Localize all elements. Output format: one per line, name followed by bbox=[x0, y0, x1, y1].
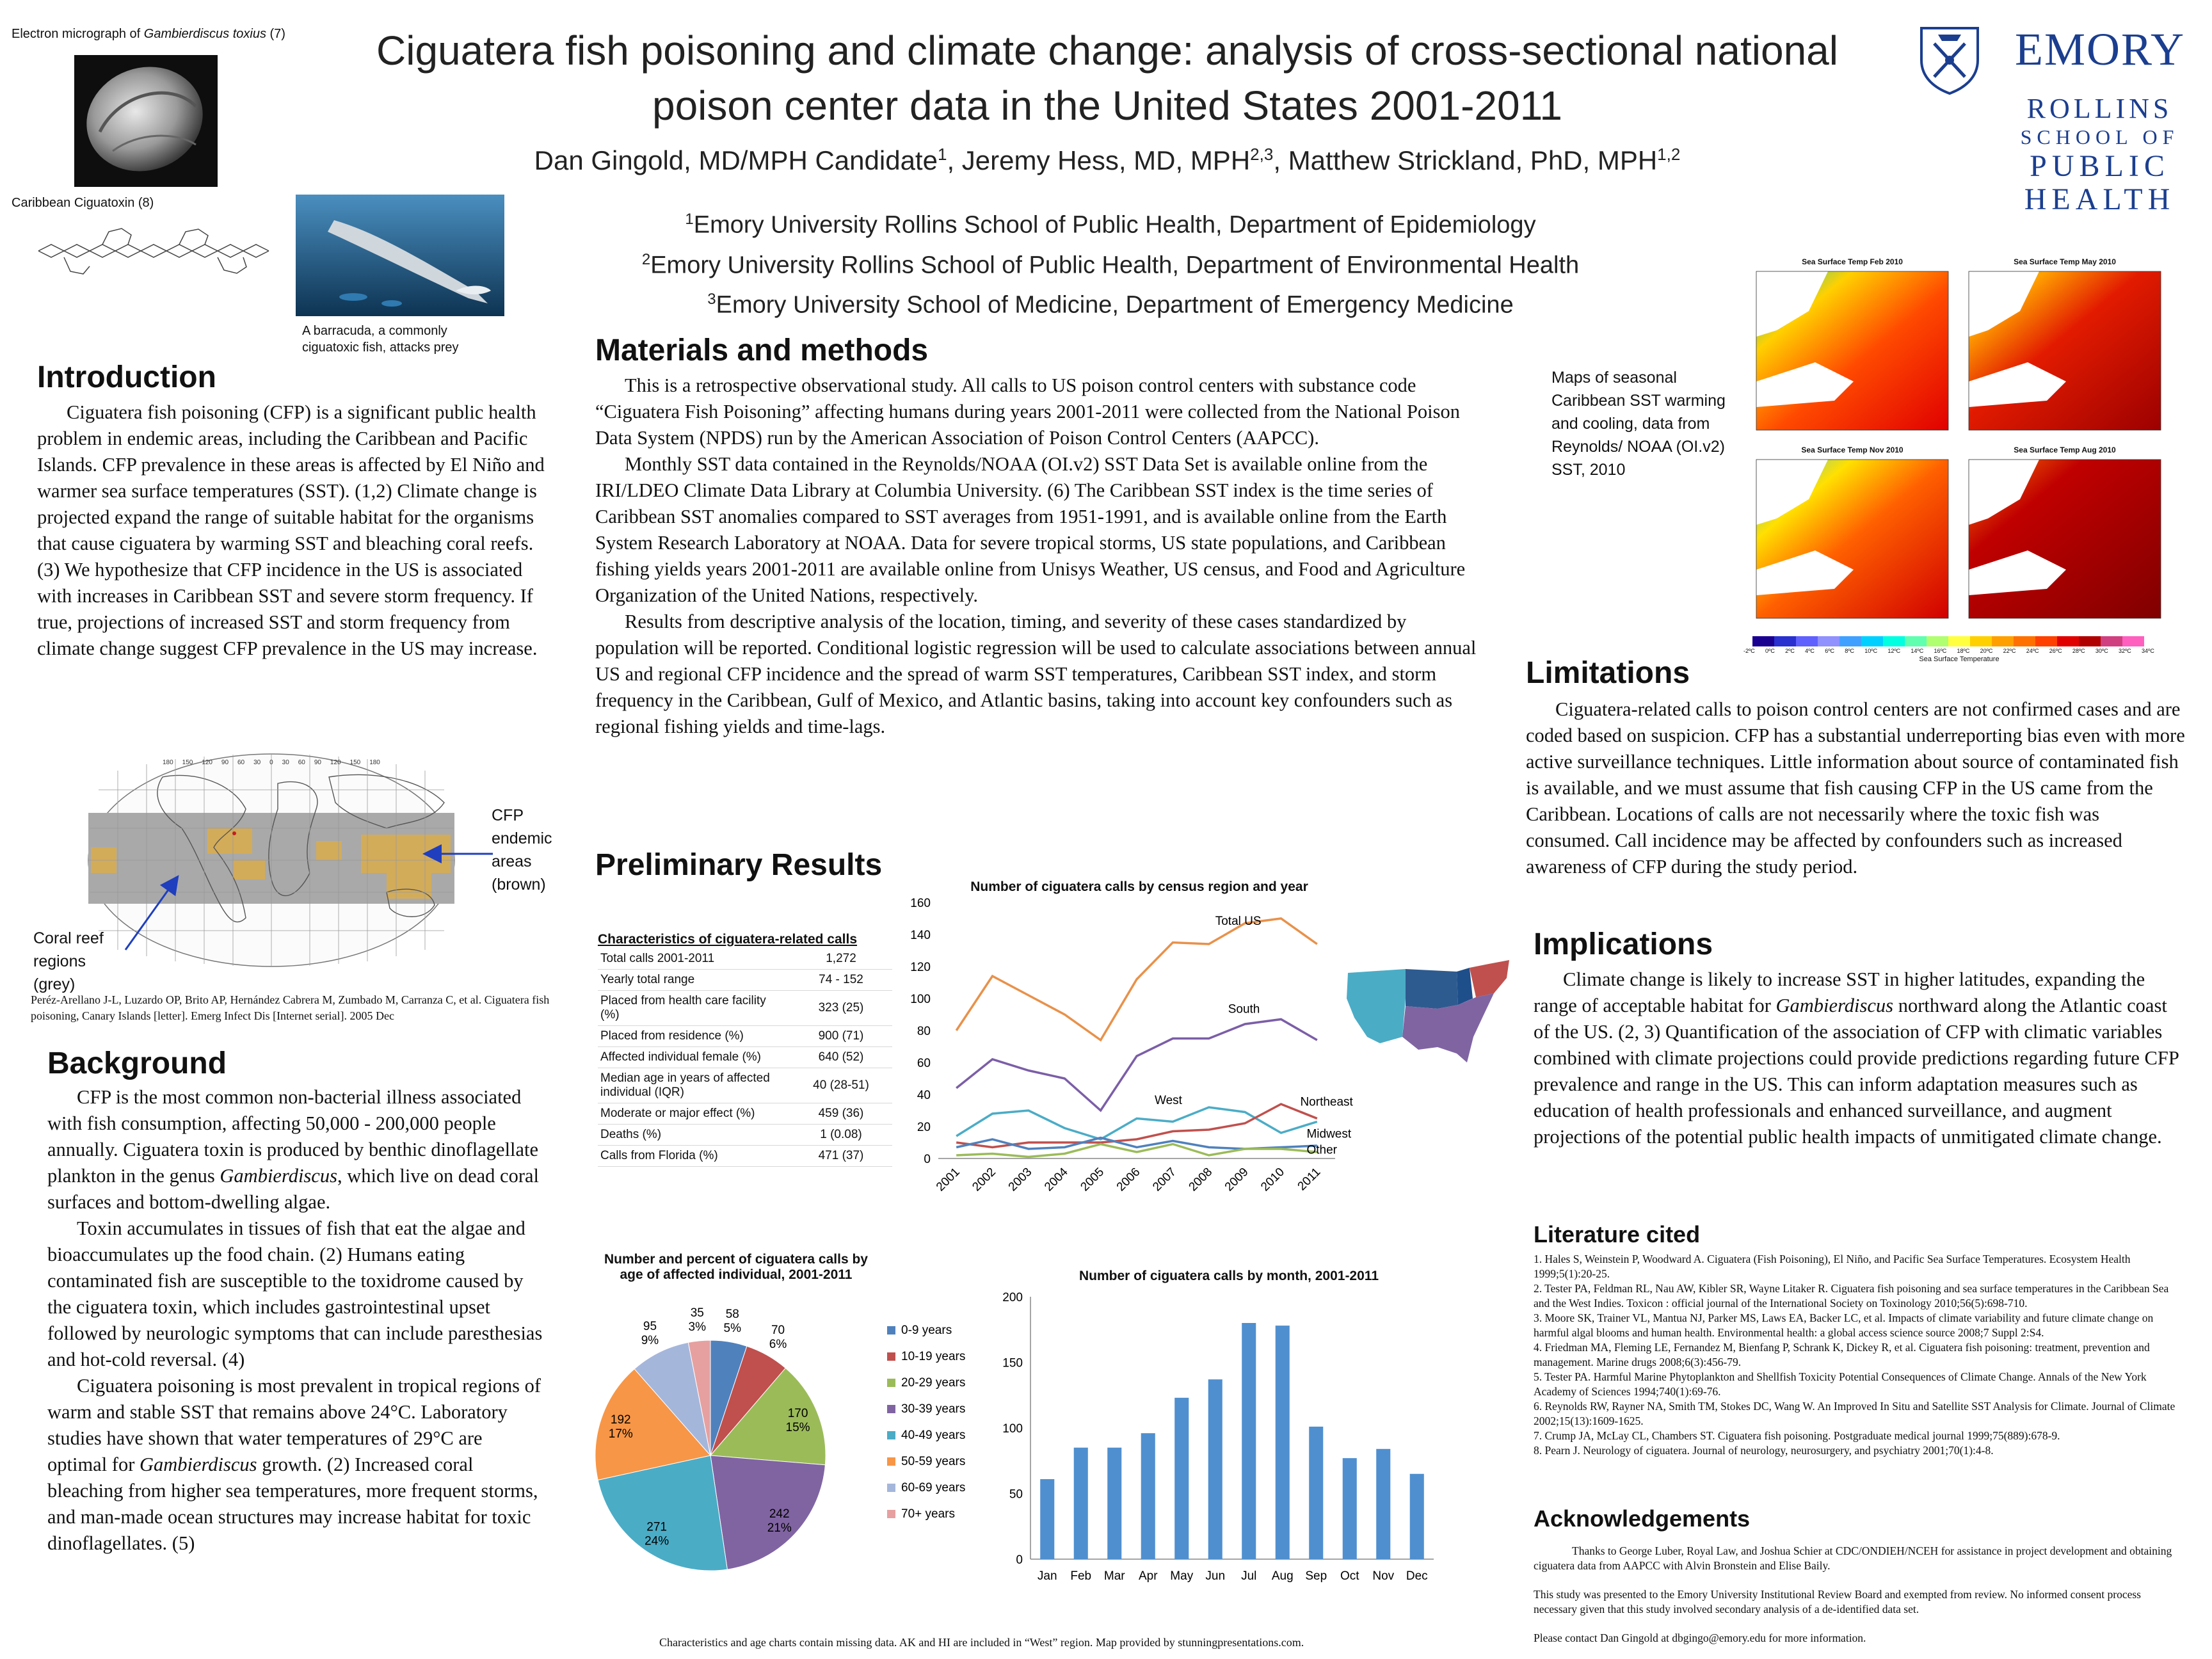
bar bbox=[1074, 1448, 1088, 1559]
author-1-sup: 1 bbox=[937, 145, 947, 164]
background-text bbox=[47, 1084, 547, 1557]
sst-map-title-2: Sea Surface Temp May 2010 bbox=[2014, 257, 2116, 266]
emory-wordmark: EMORY bbox=[2015, 24, 2186, 75]
affiliation-3: $^3$Emory University School of Medicine, Department of Emergency Medicine bbox=[707, 291, 1514, 319]
ack-p1: Thanks to George Luber, Royal Law, and Joshua Schier at CDC/ONDIEH/NCEH for assistance in project development and obtaining ciguatera data from AAPCC with Alvin Bronstein and Elise Baily. bbox=[1534, 1544, 2172, 1572]
author-2-sup: 2,3 bbox=[1250, 145, 1274, 164]
x-tick-label: 2010 bbox=[1258, 1165, 1287, 1194]
table-cell-value: 40 (28-51) bbox=[790, 1068, 892, 1103]
table-cell-label: Placed from residence (%) bbox=[598, 1026, 790, 1047]
literature-heading: Literature cited bbox=[1534, 1221, 1701, 1247]
series-label: South bbox=[1228, 1002, 1260, 1016]
legend-swatch bbox=[887, 1431, 895, 1439]
y-tick-label: 0 bbox=[924, 1153, 931, 1166]
table-cell-value: 900 (71) bbox=[790, 1026, 892, 1047]
table-cell-label: Median age in years of affected individual (IQR) bbox=[598, 1068, 790, 1103]
pie-slice-label: 242 21% bbox=[767, 1507, 792, 1535]
author-2: Jeremy Hess, MD, MPH bbox=[961, 145, 1251, 175]
x-tick-label: 2005 bbox=[1078, 1165, 1107, 1194]
pie-slice-label: 70 6% bbox=[769, 1323, 787, 1351]
pie-slice-label: 170 15% bbox=[785, 1406, 810, 1434]
y-tick-label: 100 bbox=[1002, 1422, 1023, 1436]
title-line-1: Ciguatera fish poisoning and climate change: analysis of cross-sectional national bbox=[376, 28, 1838, 74]
x-tick-label: 2008 bbox=[1186, 1165, 1215, 1194]
ciguatoxin-caption: Caribbean Ciguatoxin (8) bbox=[12, 196, 154, 210]
table-row bbox=[598, 1146, 892, 1167]
author-list: Dan Gingold, MD/MPH Candidate$^1$, Jeremy Hess, MD, MPH$^{2,3}$, Matthew Strickland, PhD, MPH$^{1,2}$ bbox=[534, 145, 1681, 175]
introduction-heading: Introduction bbox=[37, 360, 216, 394]
legend-label: 30-39 years bbox=[901, 1402, 966, 1416]
y-tick-label: 50 bbox=[1009, 1487, 1023, 1502]
legend-swatch bbox=[887, 1379, 895, 1387]
table-cell-value: 1 (0.08) bbox=[790, 1125, 892, 1146]
bar bbox=[1343, 1458, 1357, 1559]
legend-label: 60-69 years bbox=[901, 1481, 966, 1495]
pie-chart-title: Number and percent of ciguatera calls by age of affected individual, 2001-2011 bbox=[604, 1252, 868, 1282]
sst-maps bbox=[1738, 253, 2180, 663]
legend-swatch bbox=[887, 1326, 895, 1334]
map-label-coral: Coral reef regions (grey) bbox=[33, 929, 104, 993]
sst-colorbar bbox=[1752, 636, 2144, 646]
characteristics-table bbox=[598, 949, 892, 1167]
sst-map-title-4: Sea Surface Temp Aug 2010 bbox=[2014, 445, 2116, 454]
bar bbox=[1174, 1398, 1189, 1559]
legend-swatch bbox=[887, 1457, 895, 1466]
bar bbox=[1376, 1449, 1390, 1559]
bar bbox=[1208, 1379, 1222, 1559]
bar bbox=[1040, 1479, 1054, 1559]
pie-chart-plot bbox=[576, 1247, 1011, 1605]
x-tick-label: Feb bbox=[1070, 1569, 1092, 1583]
reference-item: 8. Pearn J. Neurology of ciguatera. Journal of neurology, neurosurgery, and psychiatry 2001;70(1):4-8. bbox=[1534, 1444, 1994, 1457]
implications-heading: Implications bbox=[1534, 927, 1713, 961]
limitations-text: Ciguatera-related calls to poison control centers are not confirmed cases and are coded based on suspicion. CFP has a substantial underreporting bias even with more active surveillance techniques. Little information about source of contaminated fish is available, and we must assume that fish causing CFP in the US came from the Caribbean. Locations of calls are not necessarily where the toxic fish was consumed. Call incidence may be affected by confounders such as increased awareness of CFP during the study period. bbox=[1526, 698, 2185, 878]
line-chart-title: Number of ciguatera calls by census region and year bbox=[970, 879, 1308, 894]
legend-label: 70+ years bbox=[901, 1507, 955, 1521]
series-line-northeast bbox=[956, 1104, 1317, 1148]
table-cell-value: 471 (37) bbox=[790, 1146, 892, 1167]
x-tick-label: 2007 bbox=[1150, 1165, 1179, 1194]
us-census-map-graphic bbox=[1342, 960, 1512, 1074]
table-row bbox=[598, 1068, 892, 1103]
y-tick-label: 20 bbox=[917, 1121, 931, 1134]
methods-p3: Results from descriptive analysis of the location, timing, and severity of these cases standardized by population will be reported. Conditional logistic regression will be used to calculate associations between annual US and regional CFP incidence and the spread of warm SST temperatures, Caribbean SST index, and storm frequency in the Caribbean, Gulf of Mexico, and Atlantic basins, taking into account key confounders such as regional fishing yields and time-lags. bbox=[595, 611, 1477, 737]
table-cell-value: 74 - 152 bbox=[790, 970, 892, 991]
table-row bbox=[598, 1125, 892, 1146]
sst-caption: Maps of seasonal Caribbean SST warming and cooling, data from Reynolds/ NOAA (OI.v2) SST, 2010 bbox=[1551, 369, 1726, 479]
line-chart-plot bbox=[890, 877, 1357, 1216]
table-row bbox=[598, 1047, 892, 1068]
bar-chart bbox=[986, 1258, 1453, 1604]
x-tick-label: Mar bbox=[1103, 1569, 1125, 1583]
series-label: West bbox=[1155, 1094, 1182, 1107]
barracuda-caption: A barracuda, a commonly ciguatoxic fish, attacks prey bbox=[302, 324, 459, 355]
methods-p2: Monthly SST data contained in the Reynolds/NOAA (OI.v2) SST Data Set is available online from the IRI/LDEO Climate Data Library at Columbia University. (6) The Caribbean SST index is the time series of Caribbean SST anomalies compared to SST averages from 1951-1991, and is available online from the Earth System Research Laboratory at NOAA. Data for severe tropical storms, US state populations, and Caribbean fishing yields years 2001-2011 are available online from Unisys Weather, US census, and Food and Agriculture Organization of the United Nations, respectively. bbox=[595, 453, 1466, 606]
x-tick-label: Aug bbox=[1271, 1569, 1294, 1583]
y-tick-label: 40 bbox=[917, 1089, 931, 1102]
methods-p1: This is a retrospective observational study. All calls to US poison control centers with substance code “Ciguatera Fish Poisoning” affecting humans during years 2001-2011 were collected from the National Poison Data System (NPDS) run by the American Association of Poison Control Centers (AAPCC). bbox=[595, 374, 1461, 449]
limitations-heading: Limitations bbox=[1526, 656, 1690, 690]
table-row bbox=[598, 1026, 892, 1047]
table-cell-value: 1,272 bbox=[790, 949, 892, 970]
sst-map-title-1: Sea Surface Temp Feb 2010 bbox=[1802, 257, 1903, 266]
x-tick-label: 2001 bbox=[933, 1165, 963, 1194]
reference-item: 2. Tester PA, Feldman RL, Nau AW, Kibler SR, Wayne Litaker R. Ciguatera fish poisoning and sea surface temperatures in the Caribbean Sea and the West Indies. Toxicon : official journal of the International Society on Toxinology 2010;56(5):698-710. bbox=[1534, 1282, 2169, 1310]
bar bbox=[1141, 1433, 1155, 1559]
table-cell-label: Total calls 2001-2011 bbox=[598, 949, 790, 970]
sst-colorbar-ticks: -2ºC 0ºC 2ºC 4ºC 6ºC 8ºC 10ºC 12ºC 14ºC 16ºC 18ºC 20ºC 22ºC 24ºC 26ºC 28ºC 30ºC 32ºC 34ºC bbox=[1743, 648, 2154, 654]
literature-list bbox=[1534, 1252, 2186, 1458]
x-tick-label: 2011 bbox=[1295, 1165, 1324, 1194]
legend-label: 40-49 years bbox=[901, 1429, 966, 1442]
y-tick-label: 160 bbox=[910, 897, 931, 910]
y-tick-label: 100 bbox=[910, 993, 931, 1006]
background-p1: CFP is the most common non-bacterial illness associated with fish consumption, affecting 50,000 - 200,000 people annually. Ciguatera toxin is produced by benthic dinoflagellate plankton in the genus Gambierdiscus, which live on dead coral surfaces and bottom-dwelling algae. bbox=[47, 1086, 540, 1213]
author-1: Dan Gingold, MD/MPH Candidate bbox=[534, 145, 938, 175]
x-tick-label: Nov bbox=[1372, 1569, 1395, 1583]
methods-text bbox=[595, 373, 1485, 740]
table-cell-value: 640 (52) bbox=[790, 1047, 892, 1068]
series-label: Other bbox=[1306, 1143, 1337, 1157]
pie-slice-label: 58 5% bbox=[723, 1307, 742, 1335]
reference-item: 1. Hales S, Weinstein P, Woodward A. Ciguatera (Fish Poisoning), El Niño, and Pacific Sea Surface Temperatures. Ecosystem Health 1999;5(1):20-25. bbox=[1534, 1253, 2131, 1280]
x-tick-label: May bbox=[1170, 1569, 1194, 1583]
table-row bbox=[598, 970, 892, 991]
bar bbox=[1410, 1474, 1424, 1559]
legend-swatch bbox=[887, 1352, 895, 1361]
table-row bbox=[598, 1103, 892, 1125]
bar-chart-title: Number of ciguatera calls by month, 2001-2011 bbox=[1078, 1269, 1379, 1283]
legend-swatch bbox=[887, 1405, 895, 1413]
introduction-text: Ciguatera fish poisoning (CFP) is a significant public health problem in endemic areas, including the Caribbean and Pacific Islands. CFP prevalence in these areas is affected by El Niño and warmer sea surface temperatures (SST). (1,2) Climate change is projected expand the range of suitable habitat for the organisms that cause ciguatera by warming SST and bleaching coral reefs. (3) We hypothesize that CFP incidence in the US is associated with increases in Caribbean SST and severe storm frequency. If true, projections of increased SST and storm frequency from climate change suggest CFP prevalence in the US may increase. bbox=[37, 401, 545, 659]
y-tick-label: 80 bbox=[917, 1025, 931, 1038]
y-tick-label: 150 bbox=[1002, 1356, 1023, 1370]
series-label: Midwest bbox=[1306, 1127, 1352, 1141]
acknowledgements-heading: Acknowledgements bbox=[1534, 1505, 1751, 1532]
y-tick-label: 200 bbox=[1002, 1291, 1023, 1304]
legend-swatch bbox=[887, 1484, 895, 1492]
x-tick-label: Sep bbox=[1305, 1569, 1327, 1583]
coral-arrow bbox=[125, 878, 177, 950]
table-title: Characteristics of ciguatera-related calls bbox=[598, 932, 858, 947]
series-line-south bbox=[956, 1020, 1317, 1111]
reference-item: 6. Reynolds RW, Rayner NA, Smith TM, Stokes DC, Wang W. An Improved In Situ and Satellite SST Analysis for Climate. Journal of Climate 2002;15(13):1609-1625. bbox=[1534, 1400, 2176, 1427]
emory-logo bbox=[1919, 23, 2188, 215]
x-tick-label: 2003 bbox=[1006, 1165, 1035, 1194]
pie-slice bbox=[710, 1455, 825, 1569]
affiliation-2: $^2$Emory University Rollins School of Public Health, Department of Environmental Health bbox=[641, 250, 1580, 279]
x-tick-label: Dec bbox=[1406, 1569, 1428, 1583]
map-citation: Peréz-Arellano J-L, Luzardo OP, Brito AP, Hernández Cabrera M, Zumbado M, Carranza C, et al. Ciguatera fish poisoning, Canary Islands [letter]. Emerg Infect Dis [Internet serial]. 2005 Dec bbox=[31, 993, 550, 1022]
x-tick-label: Oct bbox=[1340, 1569, 1359, 1583]
sst-map-title-3: Sea Surface Temp Nov 2010 bbox=[1801, 445, 1903, 454]
rollins-wordmark: ROLLINS SCHOOL OF PUBLIC HEALTH bbox=[2020, 93, 2179, 216]
characteristics-table-wrap bbox=[598, 932, 892, 1167]
series-label: Total US bbox=[1215, 915, 1262, 928]
legend-label: 0-9 years bbox=[901, 1324, 952, 1337]
map-label-endemic: CFP endemic areas (brown) bbox=[492, 806, 552, 894]
acknowledgements-text bbox=[1534, 1544, 2186, 1646]
x-tick-label: 2002 bbox=[970, 1165, 999, 1194]
world-map-lon-ticks: 180 150 120 90 60 30 0 30 60 90 120 150 180 bbox=[163, 759, 380, 766]
line-chart bbox=[890, 877, 1357, 1216]
x-tick-label: 2009 bbox=[1222, 1165, 1251, 1194]
author-3-sup: 1,2 bbox=[1657, 145, 1681, 164]
bar bbox=[1242, 1323, 1256, 1559]
background-heading: Background bbox=[47, 1046, 227, 1080]
legend-label: 10-19 years bbox=[901, 1350, 966, 1363]
reference-item: 3. Moore SK, Trainer VL, Mantua NJ, Parker MS, Laws EA, Backer LC, et al. Impacts of climate variability and future climate change on harmful algal blooms and human health. Environmental health: a global access science source 2008;7 Suppl 2:S4. bbox=[1534, 1311, 2154, 1339]
y-tick-label: 120 bbox=[910, 961, 931, 974]
table-cell-value: 323 (25) bbox=[790, 991, 892, 1026]
pie-slice-label: 192 17% bbox=[608, 1413, 633, 1441]
pie-slice-label: 271 24% bbox=[645, 1520, 669, 1548]
map-arrows bbox=[0, 0, 576, 1024]
y-tick-label: 140 bbox=[910, 929, 931, 942]
sst-colorbar-label: Sea Surface Temperature bbox=[1919, 655, 2000, 663]
emory-shield-icon bbox=[1919, 26, 1980, 95]
affiliations bbox=[448, 202, 1773, 323]
y-tick-label: 60 bbox=[917, 1057, 931, 1070]
y-tick-label: 0 bbox=[1016, 1553, 1023, 1567]
reference-item: 5. Tester PA. Harmful Marine Phytoplankton and Shellfish Toxicity Potential Consequences of Climate Change. Annals of the New York Academy of Sciences 1994;740(1):69-76. bbox=[1534, 1370, 2147, 1398]
background-p2: Toxin accumulates in tissues of fish that eat the algae and bioaccumulates up the food chain. (2) Humans eating contaminated fish are susceptible to the toxidrome caused by the ciguatera toxin, which includes gastrointestinal upset followed by neurologic symptoms that can include paresthesias and hot-cold reversal. (4) bbox=[47, 1217, 543, 1370]
bar bbox=[1107, 1448, 1121, 1559]
x-tick-label: Apr bbox=[1138, 1569, 1158, 1583]
micrograph-caption: Electron micrograph of Gambierdiscus toxius (7) bbox=[12, 27, 285, 41]
x-tick-label: 2004 bbox=[1042, 1165, 1071, 1194]
results-footnote: Characteristics and age charts contain missing data. AK and HI are included in “West” region. Map provided by stunningpresentations.com. bbox=[659, 1636, 1304, 1649]
x-tick-label: Jun bbox=[1205, 1569, 1226, 1583]
bar-chart-plot bbox=[986, 1258, 1453, 1604]
author-3: Matthew Strickland, PhD, MPH bbox=[1288, 145, 1658, 175]
x-tick-label: Jul bbox=[1241, 1569, 1257, 1583]
reference-item: 7. Crump JA, McLay CL, Chambers ST. Ciguatera fish poisoning. Postgraduate medical journal 1999;75(889):678-9. bbox=[1534, 1429, 2060, 1442]
series-line-west bbox=[956, 1107, 1317, 1139]
x-tick-label: 2006 bbox=[1114, 1165, 1143, 1194]
pie-chart bbox=[576, 1247, 1011, 1605]
table-cell-label: Yearly total range bbox=[598, 970, 790, 991]
background-p3: Ciguatera poisoning is most prevalent in tropical regions of warm and stable SST that remains above 24°C. Laboratory studies have shown that water temperatures of 29°C are optimal for Gambierdiscus growth. (2) Increased coral bleaching from higher sea temperatures, more frequent storms, and man-made ocean structures may increase habitat for toxic dinoflagellates. (5) bbox=[47, 1375, 541, 1554]
pie-slice-label: 35 3% bbox=[688, 1306, 706, 1334]
table-cell-label: Moderate or major effect (%) bbox=[598, 1103, 790, 1125]
methods-heading: Materials and methods bbox=[595, 333, 929, 367]
legend-label: 20-29 years bbox=[901, 1376, 966, 1390]
table-cell-value: 459 (36) bbox=[790, 1103, 892, 1125]
legend-label: 50-59 years bbox=[901, 1455, 966, 1468]
bar bbox=[1276, 1326, 1290, 1559]
bar bbox=[1309, 1427, 1323, 1559]
title-line-2: poison center data in the United States 2001-2011 bbox=[652, 83, 1563, 129]
results-heading: Preliminary Results bbox=[595, 848, 883, 882]
reference-item: 4. Friedman MA, Fleming LE, Fernandez M, Bienfang P, Schrank K, Dickey R, et al. Ciguatera fish poisoning: treatment, prevention and management. Marine drugs 2008;6(3):456-79. bbox=[1534, 1341, 2150, 1368]
us-census-map bbox=[1342, 960, 1512, 1074]
sst-maps-graphic bbox=[1738, 253, 2180, 663]
table-cell-label: Deaths (%) bbox=[598, 1125, 790, 1146]
x-tick-label: Jan bbox=[1037, 1569, 1057, 1583]
table-cell-label: Calls from Florida (%) bbox=[598, 1146, 790, 1167]
table-cell-label: Affected individual female (%) bbox=[598, 1047, 790, 1068]
table-row bbox=[598, 991, 892, 1026]
ack-p3: Please contact Dan Gingold at dbgingo@emory.edu for more information. bbox=[1534, 1631, 1866, 1644]
implications-text: Climate change is likely to increase SST in higher latitudes, expanding the range of acceptable habitat for Gambierdiscus northward along the Atlantic coast of the US. (2, 3) Quantification of the association of CFP with climatic variables combined with climate projections could provide predictions regarding future CFP prevalence and range in the US. This can inform adaptation measures such as education of health professionals and enhanced surveillance, and augment projections of the potential public health impacts of unmitigated climate change. bbox=[1534, 968, 2179, 1148]
series-label: Northeast bbox=[1300, 1095, 1353, 1109]
table-row bbox=[598, 949, 892, 970]
affiliation-1: $^1$Emory University Rollins School of Public Health, Department of Epidemiology bbox=[685, 211, 1536, 239]
ack-p2: This study was presented to the Emory University Institutional Review Board and exempted from review. No informed consent process necessary given that this study involved secondary analysis of a de-identified data set. bbox=[1534, 1588, 2141, 1615]
pie-slice-label: 95 9% bbox=[641, 1320, 659, 1348]
legend-swatch bbox=[887, 1510, 895, 1518]
table-cell-label: Placed from health care facility (%) bbox=[598, 991, 790, 1026]
